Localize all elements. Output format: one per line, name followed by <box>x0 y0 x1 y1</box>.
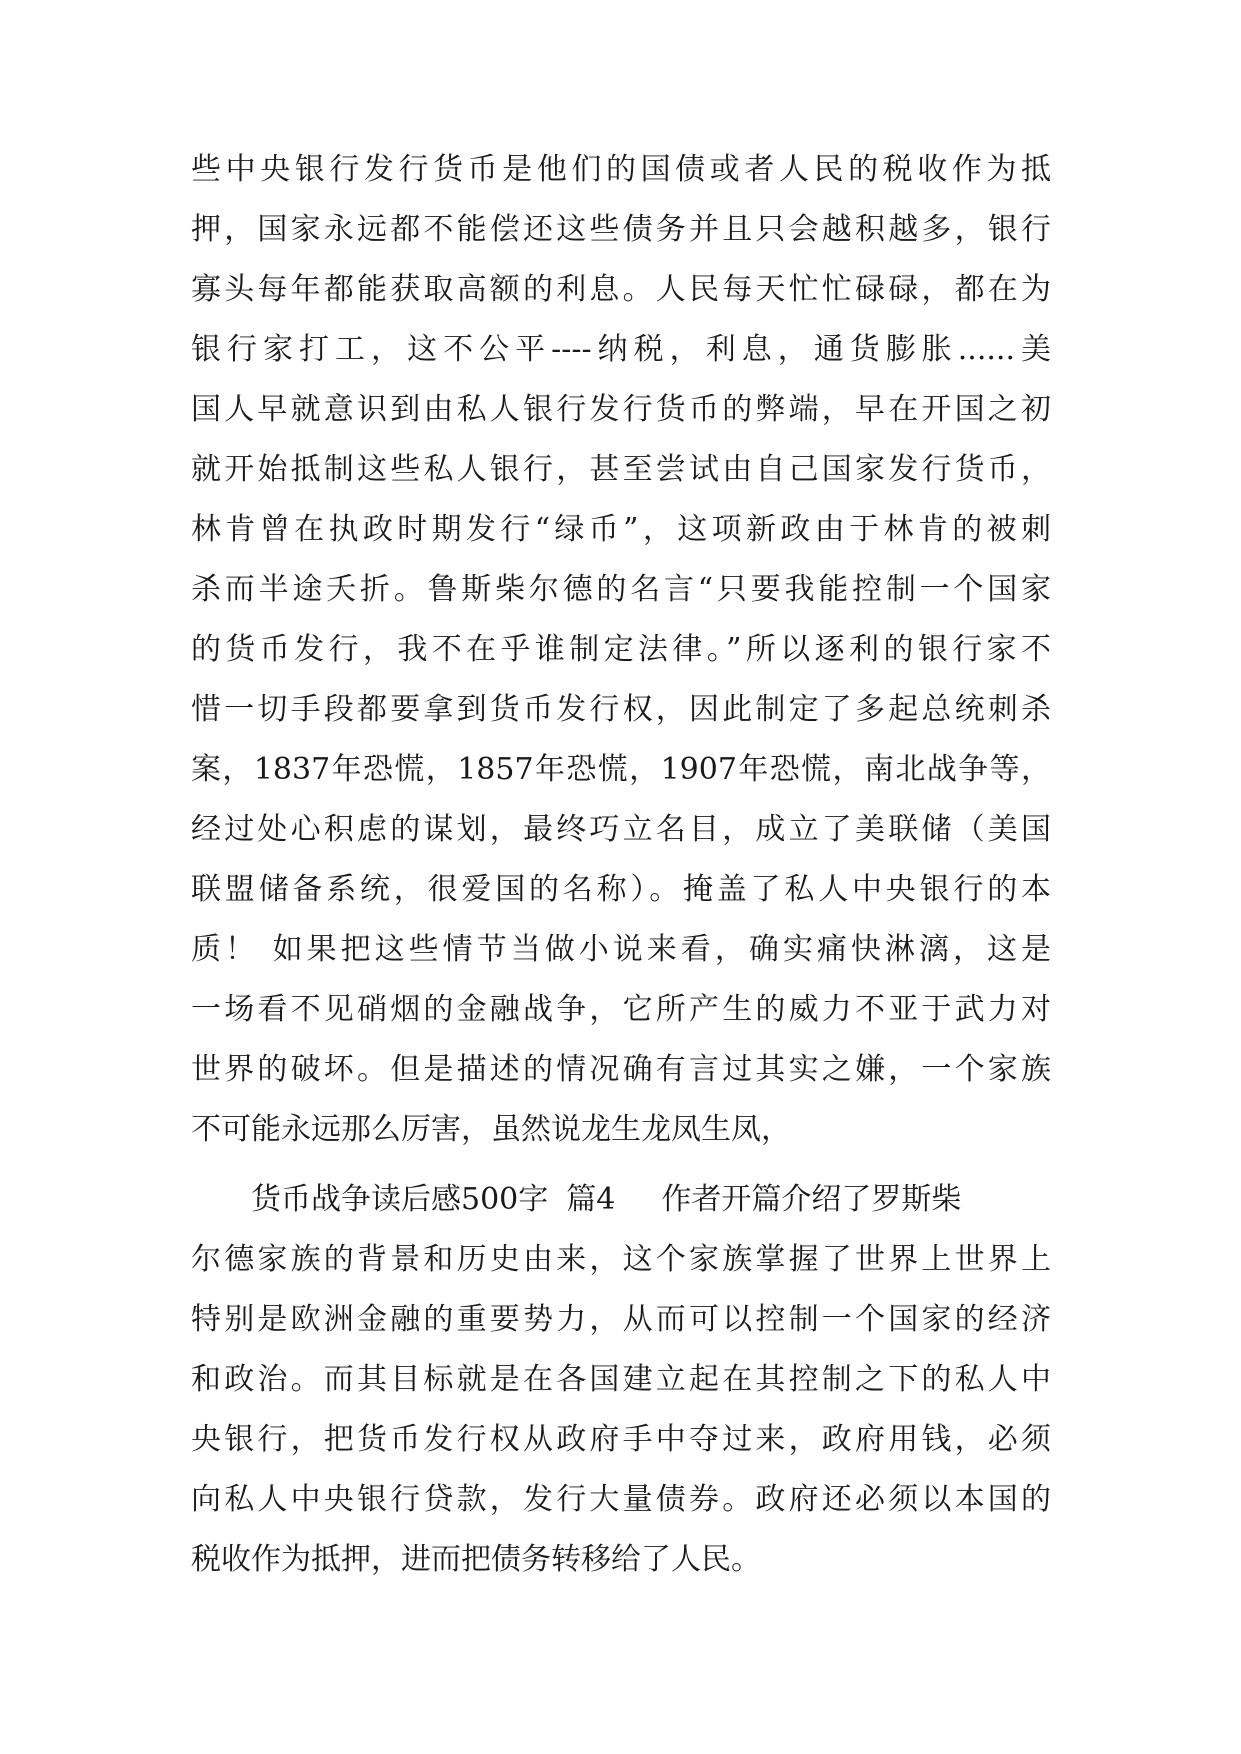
paragraph-2-line-4: 和政治。而其目标就是在各国建立起在其控制之下的私人中 <box>191 1362 1051 1397</box>
paragraph-1-line-17: 不可能永远那么厉害，虽然说龙生龙凤生凤， <box>191 1112 791 1147</box>
paragraph-1-line-2: 押，国家永远都不能偿还这些债务并且只会越积越多，银行 <box>191 212 1051 247</box>
paragraph-1-line-12: 经过处心积虑的谋划，最终巧立名目，成立了美联储（美国 <box>191 812 1051 847</box>
paragraph-1-line-15: 一场看不见硝烟的金融战争，它所产生的威力不亚于武力对 <box>191 992 1051 1027</box>
paragraph-1-line-9: 的货币发行，我不在乎谁制定法律。”所以逐利的银行家不 <box>191 632 1051 667</box>
paragraph-1-line-7: 林肯曾在执政时期发行“绿币”，这项新政由于林肯的被刺 <box>191 512 1051 547</box>
paragraph-1-line-1: 些中央银行发行货币是他们的国债或者人民的税收作为抵 <box>191 152 1051 187</box>
section-title: 货币战争读后感500字 <box>251 1182 549 1217</box>
paragraph-1-line-3: 寡头每年都能获取高额的利息。人民每天忙忙碌碌，都在为 <box>191 272 1051 307</box>
paragraph-1-line-6: 就开始抵制这些私人银行，甚至尝试由自己国家发行货币， <box>191 452 1051 487</box>
paragraph-2-line-5: 央银行，把货币发行权从政府手中夺过来，政府用钱，必须 <box>191 1422 1051 1457</box>
section-heading-line <box>191 1170 1051 1230</box>
paragraph-1-line-13: 联盟储备系统，很爱国的名称）。掩盖了私人中央银行的本 <box>191 872 1051 907</box>
paragraph-1-line-4: 银行家打工，这不公平----纳税，利息，通货膨胀......美 <box>191 332 1051 367</box>
paragraph-2-line-1: 作者开篇介绍了罗斯柴 <box>661 1182 962 1217</box>
section-label: 篇4 <box>566 1182 616 1217</box>
paragraph-1-line-14: 质！ 如果把这些情节当做小说来看，确实痛快淋漓，这是 <box>191 932 1051 967</box>
paragraph-2-line-2: 尔德家族的背景和历史由来，这个家族掌握了世界上世界上 <box>191 1242 1051 1277</box>
paragraph-1-line-5: 国人早就意识到由私人银行发行货币的弊端，早在开国之初 <box>191 392 1051 427</box>
paragraph-1-line-16: 世界的破坏。但是描述的情况确有言过其实之嫌，一个家族 <box>191 1052 1051 1087</box>
paragraph-1-line-10: 惜一切手段都要拿到货币发行权，因此制定了多起总统刺杀 <box>191 692 1051 727</box>
paragraph-2-line-3: 特别是欧洲金融的重要势力，从而可以控制一个国家的经济 <box>191 1302 1051 1337</box>
paragraph-1-line-11: 案，1837年恐慌，1857年恐慌，1907年恐慌，南北战争等， <box>191 752 1051 787</box>
paragraph-1-line-8: 杀而半途夭折。鲁斯柴尔德的名言“只要我能控制一个国家 <box>191 572 1051 607</box>
paragraph-2-line-6: 向私人中央银行贷款，发行大量债券。政府还必须以本国的 <box>191 1482 1051 1517</box>
paragraph-2-line-7: 税收作为抵押，进而把债务转移给了人民。 <box>191 1542 761 1577</box>
